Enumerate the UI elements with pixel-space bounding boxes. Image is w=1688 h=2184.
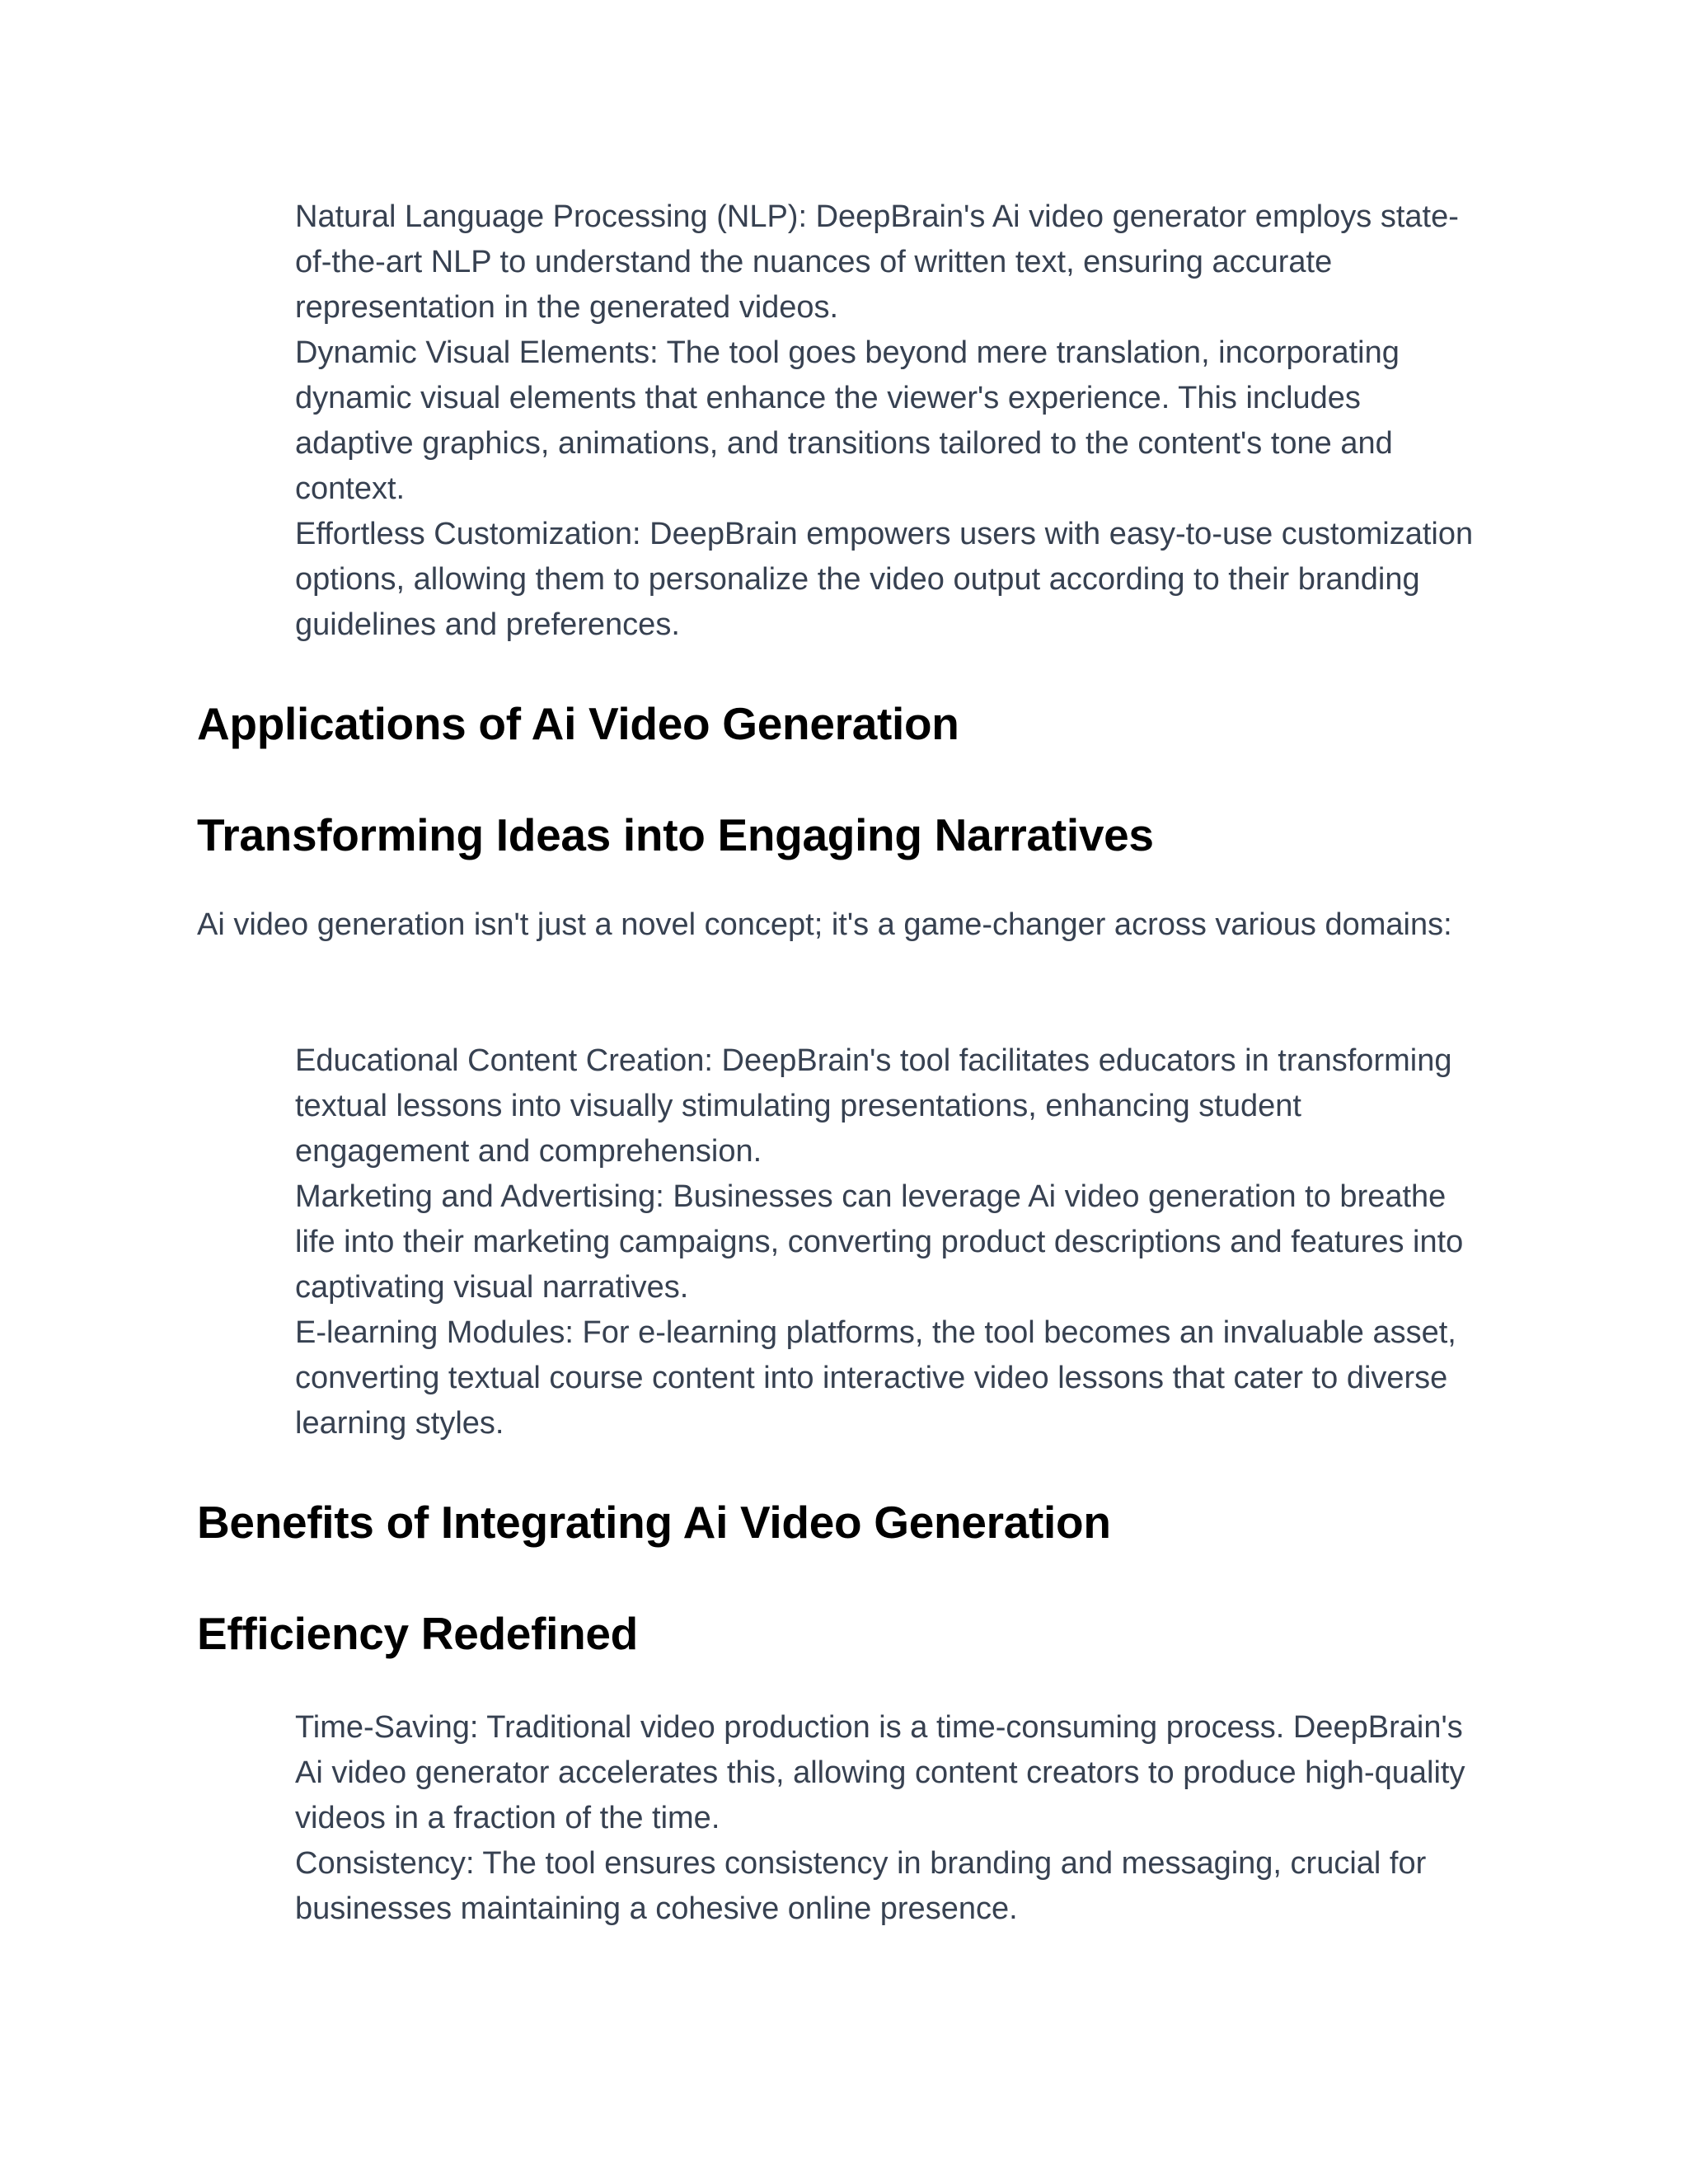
- list-item: Marketing and Advertising: Businesses can leverage Ai video generation to breathe life into their marketing campaigns, converting product descriptions and features into captivating visual narratives.: [295, 1179, 1464, 1305]
- section-heading-applications: Applications of Ai Video Generation: [197, 698, 959, 749]
- list-item: Effortless Customization: DeepBrain empowers users with easy-to-use customization options, allowing them to personalize the video output according to their branding guidelines and preferences.: [295, 517, 1474, 642]
- section-subheading-efficiency: Efficiency Redefined: [197, 1608, 638, 1659]
- section-subheading-transforming: Transforming Ideas into Engaging Narratives: [197, 809, 1154, 860]
- list-item: Dynamic Visual Elements: The tool goes beyond mere translation, incorporating dynamic visual elements that enhance the viewer's experience. This includes adaptive graphics, animations, and transitions tailored to the content's tone and context.: [295, 335, 1400, 506]
- list-item: Natural Language Processing (NLP): DeepBrain's Ai video generator employs state-of-the-art NLP to understand the nuances of written text, ensuring accurate representation in the generated videos.: [295, 199, 1459, 325]
- list-item: E-learning Modules: For e-learning platforms, the tool becomes an invaluable asset, converting textual course content into interactive video lessons that cater to diverse learning styles.: [295, 1315, 1456, 1441]
- list-item: Educational Content Creation: DeepBrain's tool facilitates educators in transforming textual lessons into visually stimulating presentations, enhancing student engagement and comprehension.: [295, 1043, 1452, 1169]
- list-item: Time-Saving: Traditional video production is a time-consuming process. DeepBrain's Ai video generator accelerates this, allowing content creators to produce high-quality videos in a fraction of the time.: [295, 1710, 1465, 1835]
- applications-list: [295, 1038, 1482, 1446]
- section-heading-benefits: Benefits of Integrating Ai Video Generation: [197, 1497, 1111, 1548]
- benefits-list: [295, 1705, 1482, 1932]
- feature-list: [295, 194, 1482, 648]
- intro-paragraph: Ai video generation isn't just a novel concept; it's a game-changer across various domains:: [197, 907, 1452, 942]
- list-item: Consistency: The tool ensures consistency in branding and messaging, crucial for businesses maintaining a cohesive online presence.: [295, 1846, 1427, 1926]
